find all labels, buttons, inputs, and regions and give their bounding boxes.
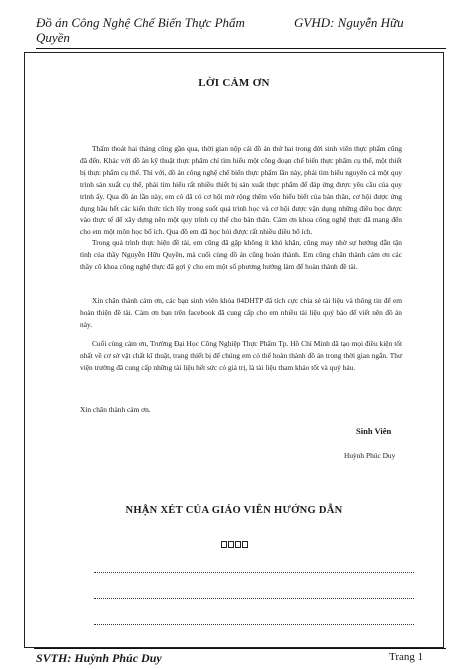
closing-thanks: Xin chân thành cám ơn.	[80, 405, 151, 414]
header-rule	[36, 48, 446, 49]
signer-title: Sinh Viên	[356, 426, 392, 436]
box-glyph	[242, 541, 248, 548]
paragraph-4: Cuối cùng cám ơn, Trường Đại Học Công Nghiệp Thực Phẩm Tp. Hồ Chí Minh đã tạo mọi điều kiện tốt nhất về cơ sở vật chất kĩ thuật, trang thiết bị để chúng em có thể hoàn thành đồ án trong thời gian ngắn. Thư viện trường đã cung cấp những tài liệu hết sức có giá trị, là tài liệu tham khảo tốt và quý báu.	[80, 339, 402, 372]
footer-page-number: Trang 1	[389, 651, 424, 663]
header-advisor: GVHD: Nguyễn Hữu	[294, 15, 404, 30]
header-advisor-cont: Quyền	[36, 30, 70, 45]
paragraph-1: Thấm thoát hai tháng cũng gần qua, thời gian nộp cái đồ án thứ hai trong đời sinh viên thực phẩm cũng đã đến. Khác với đồ án kỹ thuật thực phẩm chỉ tìm hiểu một công đoạn chế biến thực phẩm cụ thể, một thiết bị thực phẩm cụ thể. Thì với, đồ án công nghệ chế biến thực phẩm lần này, phải tìm hiểu nguyên cả một quy trình sản xuất cụ thể, phải tìm hiểu rất nhiều thiết bị sản xuất thực phẩm để đáp ứng được yêu cầu của quy trình ấy. Qua đồ án lần này, em có dã có cơ hội mở rộng thêm vốn hiểu biết của bản thân, cơ hội được ứng dụng hầu hết các kiến thức tích lũy trong suốt quá trình học và cơ hội được vận dụng những điều học được vào thực tế để xây dựng nên một quy trình cụ thể cho bản thân. Cám ơn khoa công nghệ thực đã mang đến cho em một môn học bổ ích. Qua đồ em đã học hỏi được rất nhiều điều bổ ích.	[80, 144, 402, 237]
review-line-1	[94, 572, 414, 573]
signer-name: Huỳnh Phúc Duy	[344, 451, 396, 460]
placeholder-boxes	[24, 540, 444, 548]
box-glyph	[221, 541, 227, 548]
footer-student: SVTH: Huỳnh Phúc Duy	[36, 651, 162, 665]
header-course	[36, 15, 276, 45]
paragraph-2: Trong quá trình thực hiện đề tài, em cũng đã gặp không ít khó khăn, cũng may nhờ sự hướng dẫn tận tình của thầy Nguyễn Hữu Quyền, mà cuối cùng đồ án cũng hoàn thành. Em cũng chân thành cám ơn các thầy cô khoa công nghệ thực đã gợi ý cho em một số phương hướng làm để hoàn thành đề tài.	[80, 238, 402, 271]
box-glyph	[235, 541, 241, 548]
review-line-2	[94, 598, 414, 599]
header-course-text: Đồ án Công Nghệ Chế Biến Thực Phẩm	[36, 15, 245, 30]
teacher-review-title: NHẬN XÉT CỦA GIÁO VIÊN HƯỚNG DẪN	[125, 505, 343, 516]
review-line-3	[94, 624, 414, 625]
paragraph-3: Xin chân thành cám ơn, các bạn sinh viên khóa 04DHTP đã tích cực chia sẻ tài liệu và thông tin để em hoàn thiện đề tài. Cám ơn bạn trên facebook đã cung cấp cho em nhiều tài liệu quý báo để viết nên đồ án này.	[80, 296, 402, 329]
page-header	[36, 15, 436, 45]
footer-rule	[34, 648, 446, 649]
acknowledgement-title: LỜI CẢM ƠN	[198, 77, 270, 89]
box-glyph	[228, 541, 234, 548]
